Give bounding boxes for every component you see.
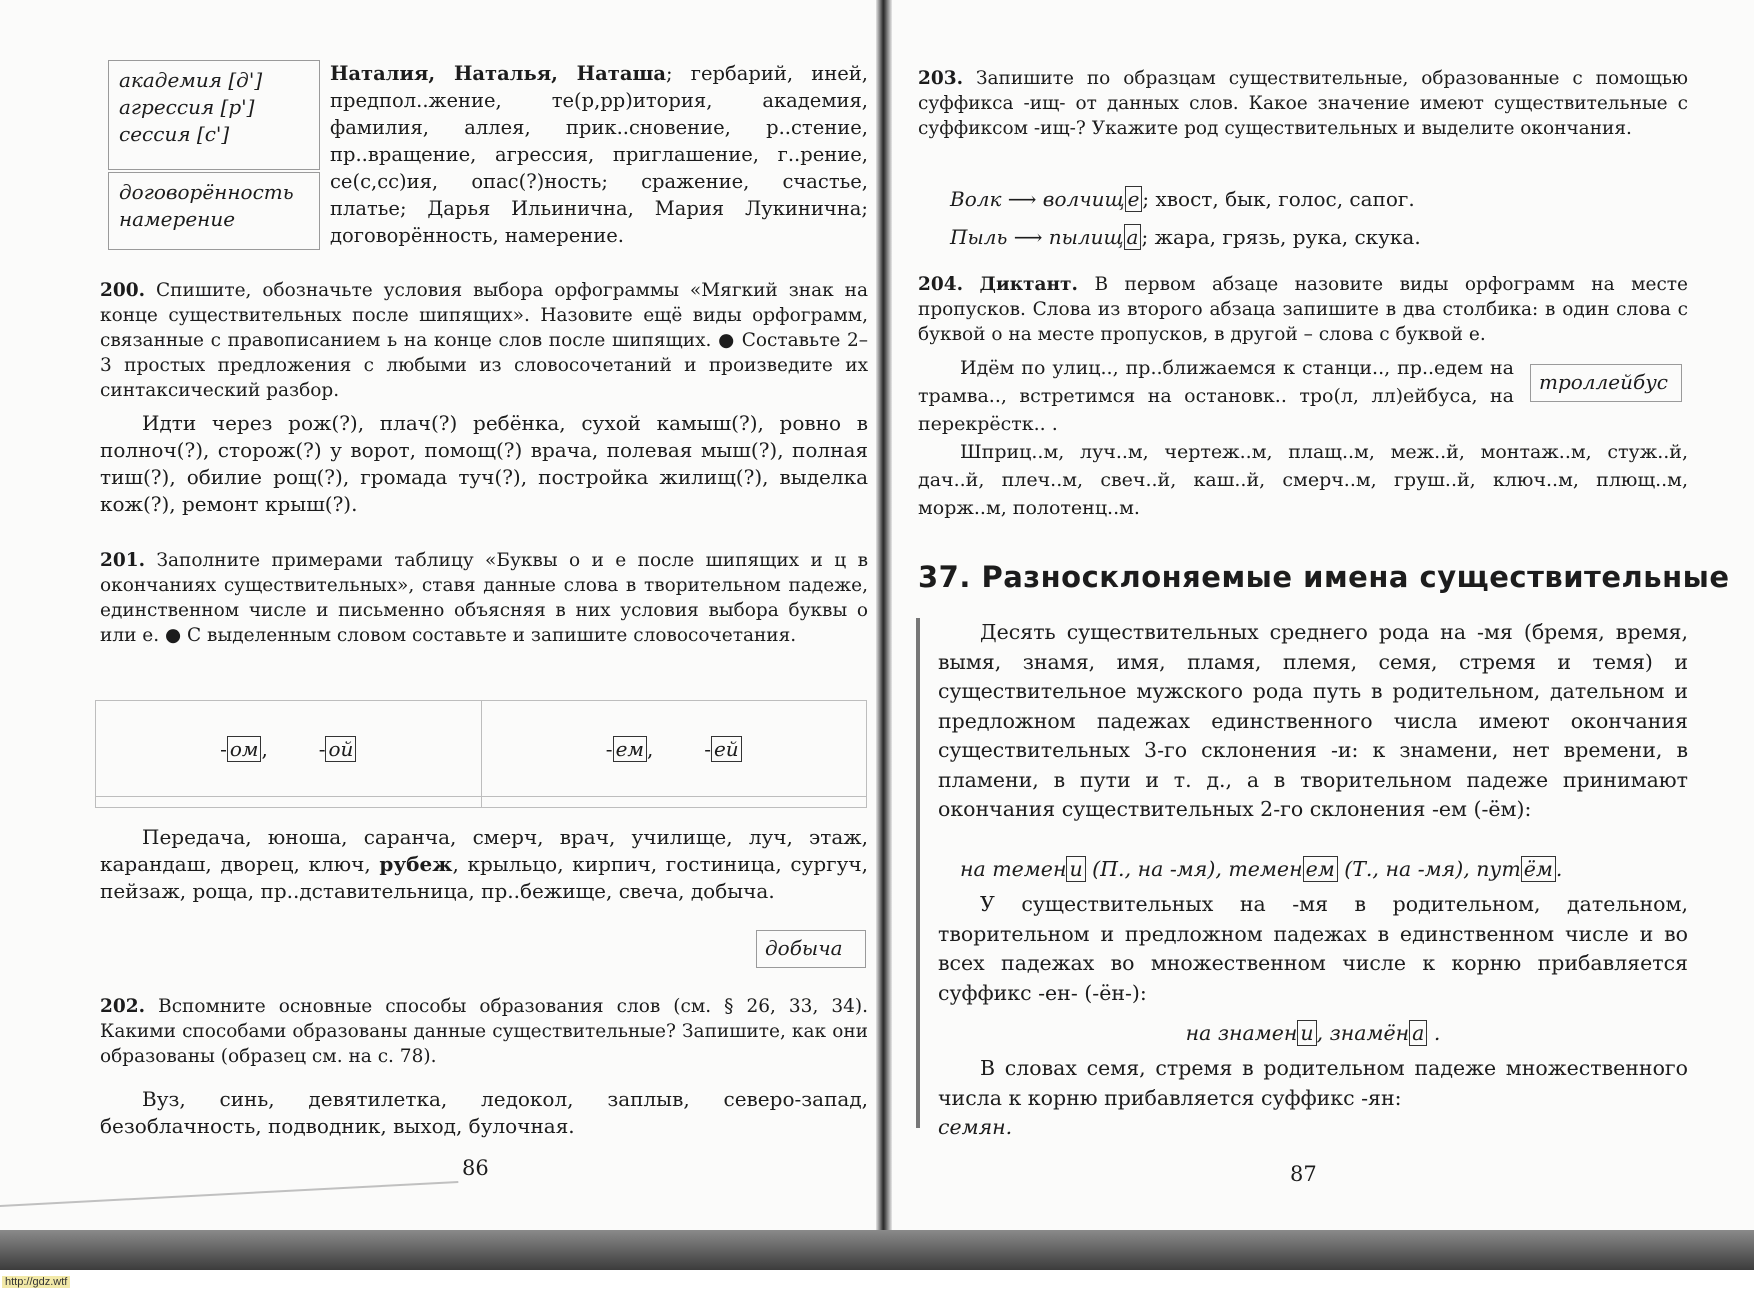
table-header-e: [481, 701, 867, 797]
rule-text-3: В словах семя, стремя в родительном падеже множественного числа к корню прибавляется суффикс -ян:: [938, 1056, 1688, 1110]
ending-box: а: [1124, 224, 1142, 250]
side-box-word: добыча: [765, 936, 843, 960]
ending-box: а: [1409, 1020, 1427, 1046]
exercise-task: В первом абзаце назовите виды орфограмм на месте пропусков. Слова из второго абзаца запишите в два столбика: в один слова с буквой о на месте пропусков, в другой – слова с буквой е.: [918, 274, 1688, 345]
exercise-203: [918, 66, 1688, 141]
rule-text-1: Десять существительных среднего рода на -мя (бремя, время, вымя, знамя, имя, пламя, племя, семя, стремя и темя) и существительное мужского рода путь в родительном, дательном и предложном падежах единственного числа имеют окончания существительных 3-го склонения -и: к знамени, нет времени, в пламени, в пути и т. д., а в творительном падеже принимают окончания существительных 2-го склонения -ем (-ём):: [938, 620, 1688, 821]
dash: -: [605, 736, 613, 761]
rule-bar: [916, 618, 920, 1128]
rule-paragraph-2: [938, 890, 1688, 1008]
exercise-number: 200.: [100, 280, 146, 301]
dictation-para-2: Шприц..м, луч..м, чертеж..м, плащ..м, меж..й, монтаж..м, стуж..й, дач..й, плеч..м, свеч..й, каш..й, смерч..м, груш..й, ключ..м, плющ..м, морж..м, полотенц..м.: [918, 441, 1688, 519]
ex-text: (П., на -мя), темен: [1085, 857, 1303, 881]
box1-line: агрессия [р']: [119, 95, 255, 119]
rule-paragraph-3: [938, 1054, 1688, 1143]
trolleybus-box: [1530, 364, 1682, 402]
trolleybus-word: троллейбус: [1539, 370, 1669, 394]
rule-text-2: У существительных на -мя в родительном, дательном, творительном и предложном падежах в единственном числе и во всех падежах во множественном числе к корню прибавляется суффикс -ен- (-ён-):: [938, 892, 1688, 1005]
exercise-201-words: [100, 824, 868, 905]
box1-line: академия [д']: [119, 68, 263, 92]
example-2-rest: ; жара, грязь, рука, скука.: [1141, 225, 1421, 249]
exercise-202: [100, 994, 868, 1069]
highlighted-word: рубеж: [379, 852, 453, 876]
exercise-200-text: [100, 410, 868, 518]
exercise-task: Вспомните основные способы образования слов (см. § 26, 33, 34). Какими способами образованы данные существительные? Запишите, как они образованы (образец см. на с. 78).: [100, 996, 868, 1067]
exercise-204: [918, 272, 1688, 347]
exercise-task: Заполните примерами таблицу «Буквы о и е после шипящих и ц в окончаниях существительных», ставя данные слова в творительном падеже, единственном числе и письменно объясняя в них условия выбора буквы о или е. ● С выделенным словом составьте и запишите словосочетания.: [100, 550, 868, 646]
box2-line: намерение: [119, 207, 236, 231]
box2-line: договорённость: [119, 180, 294, 204]
dictation-para-1: Идём по улиц.., пр..ближаемся к станци.., пр..едем на трамва.., встретимся на остановк.. тро(л, лл)ейбуса, на перекрёстк.. .: [918, 357, 1514, 435]
example-1-rest: ; хвост, бык, голос, сапог.: [1142, 187, 1415, 211]
ending-box: е: [1125, 186, 1143, 212]
rule-paragraph-1: [938, 618, 1688, 825]
exercise-204-para1: [918, 354, 1514, 438]
reference-box-2: [108, 172, 320, 250]
exercise-number: 201.: [100, 550, 146, 571]
source-url-tag[interactable]: http://gdz.wtf: [2, 1276, 70, 1288]
exercise-number: 203.: [918, 68, 964, 89]
top-words-rest: ; гербарий, иней, предпол..жение, те(р,рр)итория, академия, фамилия, аллея, прик..сновение, р..стение, пр..вращение, агрессия, приглашение, г..рение, се(с,сс)ия, опас(?)ность; сражение, счастье, платье; Дарья Ильинична, Мария Лукинична; договорённость, намерение.: [330, 62, 868, 247]
ex-text: на темен: [960, 857, 1067, 881]
scan-bottom-shadow: [0, 1230, 1754, 1270]
page-number-left: 86: [462, 1156, 489, 1180]
exercise-text: Идти через рож(?), плач(?) ребёнка, сухой камыш(?), ровно в полноч(?), сторож(?) у ворот, помощ(?) врача, полевая мыш(?), полная тиш(?), обилие рощ(?), громада туч(?), постройка жилищ(?), выделка кож(?), ремонт крыш(?).: [100, 411, 868, 516]
ending-box: и: [1297, 1020, 1316, 1046]
top-words: [330, 60, 868, 249]
exercise-title: Диктант.: [979, 274, 1078, 295]
o-e-table: [95, 700, 867, 808]
words-before: Передача, юноша, саранча, смерч, врач, училище, луч, этаж, карандаш, дворец, ключ,: [100, 825, 868, 876]
reference-box-1: [108, 60, 320, 170]
exercise-number: 202.: [100, 996, 146, 1017]
words-after: , крыльцо, кирпич, гостиница, сургуч, пейзаж, роща, пр..дставительница, пр..бежище, свеча, добыча.: [100, 852, 868, 903]
ending-box: ём: [1521, 856, 1556, 882]
ending-om: ом: [227, 736, 262, 762]
dash: -: [704, 736, 711, 761]
ending-em: ем: [613, 736, 647, 762]
exercise-204-para2: [918, 438, 1688, 522]
rule-text-3-word: семян.: [938, 1115, 1013, 1139]
ex-text: на знамен: [1185, 1021, 1298, 1045]
exercise-number: 204.: [918, 274, 964, 295]
exercise-203-examples: [918, 180, 1688, 256]
exercise-200: [100, 278, 868, 403]
book-gutter: [876, 0, 892, 1250]
exercise-202-text: [100, 1086, 868, 1140]
table-cell: [481, 797, 867, 808]
ending-oi: ой: [325, 736, 356, 762]
rule-example-1: на темен и (П., на -мя), темен ем (Т., на -мя), пут ём .: [960, 857, 1563, 881]
scan-bottom-margin: [0, 1270, 1754, 1291]
top-words-bold: Наталия, Наталья, Наташа: [330, 62, 667, 85]
exercise-task: Запишите по образцам существительные, образованные с помощью суффикса -ищ- от данных слов. Какое значение имеют существительные с суффиксом -ищ-? Укажите род существительных и выделите окончания.: [918, 68, 1689, 139]
exercise-text: Вуз, синь, девятилетка, ледокол, заплыв, северо-запад, безоблачность, подводник, выход, булочная.: [100, 1087, 868, 1138]
comma: ,: [261, 736, 268, 761]
example-1: Волк ⟶ волчищ: [950, 187, 1125, 211]
example-2: Пыль ⟶ пылищ: [950, 225, 1124, 249]
dash: -: [318, 736, 326, 761]
table-cell: [96, 797, 482, 808]
page-number-right: 87: [1290, 1162, 1317, 1186]
comma: ,: [646, 736, 654, 761]
exercise-201: [100, 548, 868, 648]
ending-box: и: [1066, 856, 1085, 882]
ending-ei: ей: [711, 736, 742, 762]
ex-text: , знамён: [1316, 1021, 1410, 1045]
rule-example-2: на знамен и , знамён а .: [1185, 1021, 1441, 1045]
box1-line: сессия [с']: [119, 122, 230, 146]
table-header-o: [96, 701, 482, 797]
dash: -: [220, 736, 227, 761]
side-box-dobycha: [756, 930, 866, 968]
ex-text: (Т., на -мя), пут: [1337, 857, 1521, 881]
ending-box: ем: [1303, 856, 1338, 882]
exercise-task: Спишите, обозначьте условия выбора орфограммы «Мягкий знак на конце существительных после шипящих». Назовите ещё виды орфограмм, связанные с правописанием ь на конце слов после шипящих. ● Составьте 2–3 простых предложения с любыми из словосочетаний и произведите их синтаксический разбор.: [100, 280, 868, 401]
section-title: 37. Разносклоняемые имена существительные: [918, 560, 1730, 594]
